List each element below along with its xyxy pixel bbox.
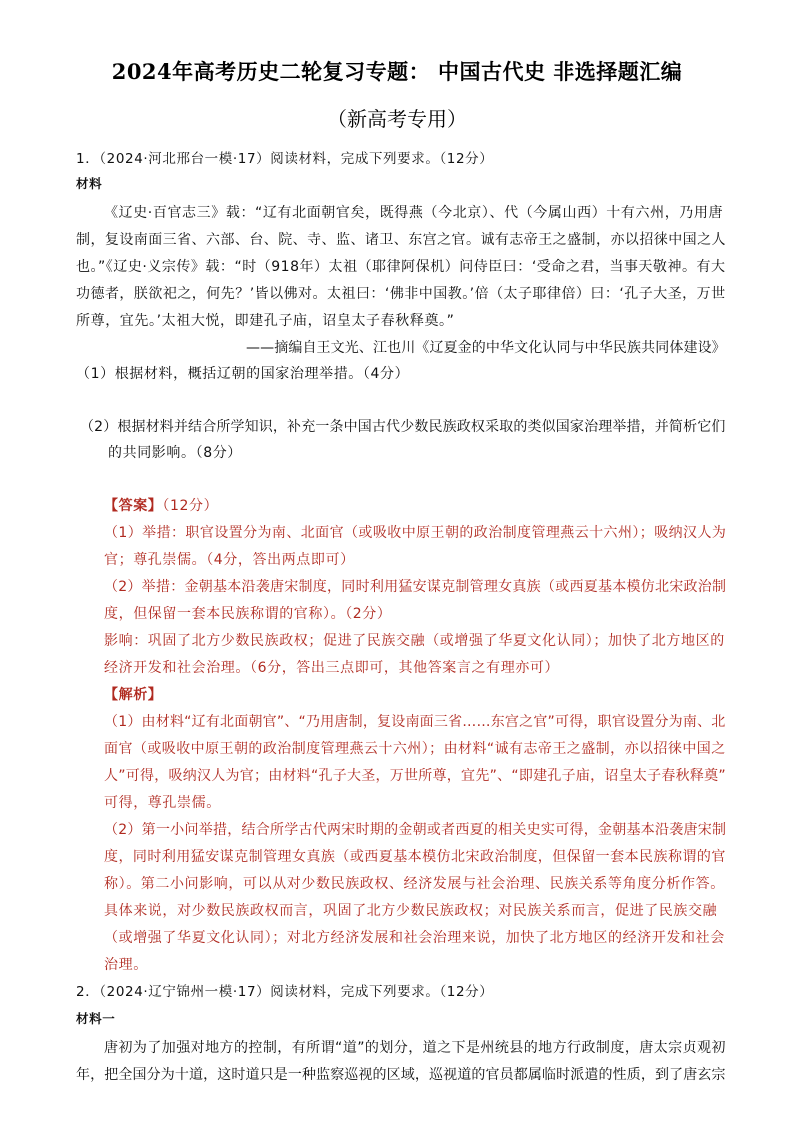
answer-tag: 【答案】 xyxy=(104,498,163,514)
analysis-line: （1）由材料“辽有北面朝官”、“乃用唐制，复设南面三省……东宫之官”可得，职官设置分为南、北 xyxy=(104,714,726,730)
analysis-line: 可得，尊孔崇儒。 xyxy=(104,795,221,811)
analysis-line: 称）。第二小问影响，可以从对少数民族政权、经济发展与社会治理、民族关系等角度分析作答。 xyxy=(104,876,725,892)
material-line: 制，复设南面三省、六部、台、院、寺、监、诸卫、东宫之官。诚有志帝王之盛制，亦以招徕中国之人 xyxy=(76,232,726,248)
material-line: 所尊，宜先。’太祖大悦，即建孔子庙，诏皇太子春秋释奠。” xyxy=(76,313,455,329)
answer-line: （2）举措：金朝基本沿袭唐宋制度，同时利用猛安谋克制管理女真族（或西夏基本模仿北宋政治制 xyxy=(104,579,727,595)
page-subtitle: （新高考专用） xyxy=(327,107,467,131)
analysis-line: 治理。 xyxy=(104,957,148,973)
question-1-part-1: （1）根据材料，概括辽朝的国家治理举措。（4分） xyxy=(76,366,410,382)
question-2-header: 2．（2024·辽宁锦州一模·17）阅读材料，完成下列要求。（12分） xyxy=(76,984,494,1000)
analysis-line: 度，同时利用猛安谋克制管理女真族（或西夏基本模仿北宋政治制度，但保留一套本民族称谓的官 xyxy=(104,849,726,865)
material-line: 《辽史·百官志三》载：“辽有北面朝官矣，既得燕（今北京）、代（今属山西）十有六州，乃用唐 xyxy=(104,205,724,221)
answer-line: 官；尊孔崇儒。（4分，答出两点即可） xyxy=(104,552,355,568)
question-1-part-2-cont: 的共同影响。（8分） xyxy=(108,445,242,461)
answer-line: 影响：巩固了北方少数民族政权；促进了民族交融（或增强了华夏文化认同）；加快了北方地区的 xyxy=(104,633,725,649)
material-line: 功德者，朕欲祀之，何先？’皆以佛对。太祖曰：‘佛非中国教。’倍（太子耶律倍）曰：‘孔子大圣，万世 xyxy=(76,286,726,302)
material-line: 也。”《辽史·义宗传》载：“时（918年）太祖（耶律阿保机）问侍臣曰：‘受命之君，当事天敬神。有大 xyxy=(76,259,726,275)
analysis-tag: 【解析】 xyxy=(104,687,163,703)
analysis-line: （或增强了华夏文化认同）；对北方经济发展和社会治理来说，加快了北方地区的经济开发和社会 xyxy=(104,930,725,946)
material-label: 材料 xyxy=(76,176,103,191)
material-line: 年，把全国分为十道，这时道只是一种监察巡视的区域，巡视道的官员都属临时派遣的性质，到了唐玄宗 xyxy=(76,1067,726,1083)
question-1-header: 1．（2024·河北邢台一模·17）阅读材料，完成下列要求。（12分） xyxy=(76,151,494,167)
material-source: ——摘编自王文光、江也川《辽夏金的中华文化认同与中华民族共同体建设》 xyxy=(246,340,726,356)
answer-heading xyxy=(104,497,218,515)
analysis-line: （2）第一小问举措，结合所学古代两宋时期的金朝或者西夏的相关史实可得，金朝基本沿袭唐宋制 xyxy=(104,822,727,838)
material-label: 材料一 xyxy=(76,1011,116,1026)
page-title: 2024年高考历史二轮复习专题： 中国古代史 非选择题汇编 xyxy=(111,59,683,84)
answer-line: 经济开发和社会治理。（6分，答出三点即可，其他答案言之有理亦可） xyxy=(104,660,560,676)
analysis-line: 面官（或吸收中原王朝的政治制度管理燕云十六州）；由材料“诚有志帝王之盛制，亦以招徕中国之 xyxy=(104,741,726,757)
answer-points: （12分） xyxy=(162,498,219,514)
answer-line: （1）举措：职官设置分为南、北面官（或吸收中原王朝的政治制度管理燕云十六州）；吸纳汉人为 xyxy=(104,525,727,541)
analysis-line: 人”可得，吸纳汉人为官；由材料“孔子大圣，万世所尊，宜先”、“即建孔子庙，诏皇太子春秋释奠” xyxy=(104,768,726,784)
question-1-part-2: （2）根据材料并结合所学知识，补充一条中国古代少数民族政权采取的类似国家治理举措，并简析它们 xyxy=(80,419,726,435)
answer-line: 度，但保留一套本民族称谓的官称）。（2分） xyxy=(104,606,392,622)
analysis-line: 具体来说，对少数民族政权而言，巩固了北方少数民族政权；对民族关系而言，促进了民族交融 xyxy=(104,903,718,919)
material-line: 唐初为了加强对地方的控制，有所谓“道”的划分，道之下是州统县的地方行政制度，唐太宗贞观初 xyxy=(104,1040,726,1056)
